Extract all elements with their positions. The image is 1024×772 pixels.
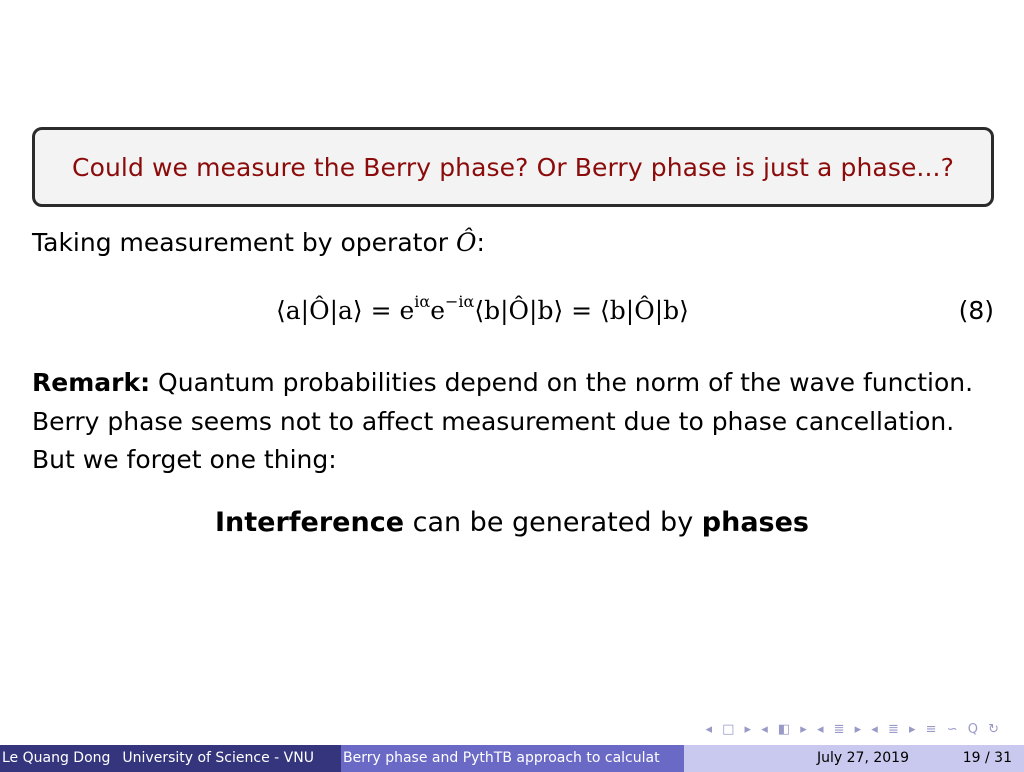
highlight-statement <box>0 507 1024 538</box>
question-text: Could we measure the Berry phase? Or Berry phase is just a phase...? <box>72 152 954 182</box>
equation-exponent-2: −iα <box>445 292 475 311</box>
remark-text-1: Quantum probabilities depend on the norm of the wave function. <box>150 368 974 397</box>
nav-prev-subsection-icon[interactable]: ◂ ≣ ▸ <box>816 722 865 737</box>
question-block <box>32 127 994 207</box>
equation-number: (8) <box>958 296 994 325</box>
highlight-word-interference: Interference <box>214 507 405 538</box>
nav-next-subsection-icon[interactable]: ◂ ≣ ▸ <box>871 722 919 737</box>
intro-suffix: : <box>476 228 485 257</box>
footer-page-number: 19 / 31 <box>962 750 1012 766</box>
operator-symbol: Ô <box>455 228 477 257</box>
highlight-word-phases: phases <box>701 507 809 538</box>
footer-title: Berry phase and PythTB approach to calculat <box>343 750 660 766</box>
remark-label: Remark: <box>32 368 151 397</box>
equation-8 <box>0 292 1024 336</box>
remark-line-2: Berry phase seems not to affect measurement due to phase cancellation. <box>32 407 955 436</box>
footer-title-section <box>341 745 684 772</box>
equation-body <box>276 292 689 325</box>
intro-text: Taking measurement by operator <box>32 228 456 257</box>
footer-author-section <box>0 745 341 772</box>
equation-exponent-1: iα <box>414 292 431 311</box>
nav-align-icon[interactable]: ≡ <box>925 722 940 737</box>
nav-prev-frame-icon[interactable]: ◂ □ ▸ <box>705 722 755 737</box>
nav-prev-section-icon[interactable]: ◂ ◧ ▸ <box>761 722 810 737</box>
footer-institution: University of Science - VNU <box>122 750 314 766</box>
footer-bar <box>0 745 1024 772</box>
remark-line-1 <box>32 368 973 397</box>
remark-line-3: But we forget one thing: <box>32 445 337 474</box>
equation-lhs: ⟨a|Ô|a⟩ = e <box>276 296 415 325</box>
beamer-navigation <box>705 722 1002 737</box>
equation-rhs: ⟨b|Ô|b⟩ = ⟨b|Ô|b⟩ <box>474 296 689 325</box>
highlight-middle: can be generated by <box>404 507 702 538</box>
equation-mid: e <box>430 296 446 325</box>
nav-search-icon[interactable]: ∽ Q ↻ <box>946 722 1002 737</box>
footer-author: Le Quang Dong <box>2 750 111 766</box>
footer-date: July 27, 2019 <box>817 750 909 766</box>
footer-date-section <box>684 745 1024 772</box>
intro-line <box>32 228 485 257</box>
